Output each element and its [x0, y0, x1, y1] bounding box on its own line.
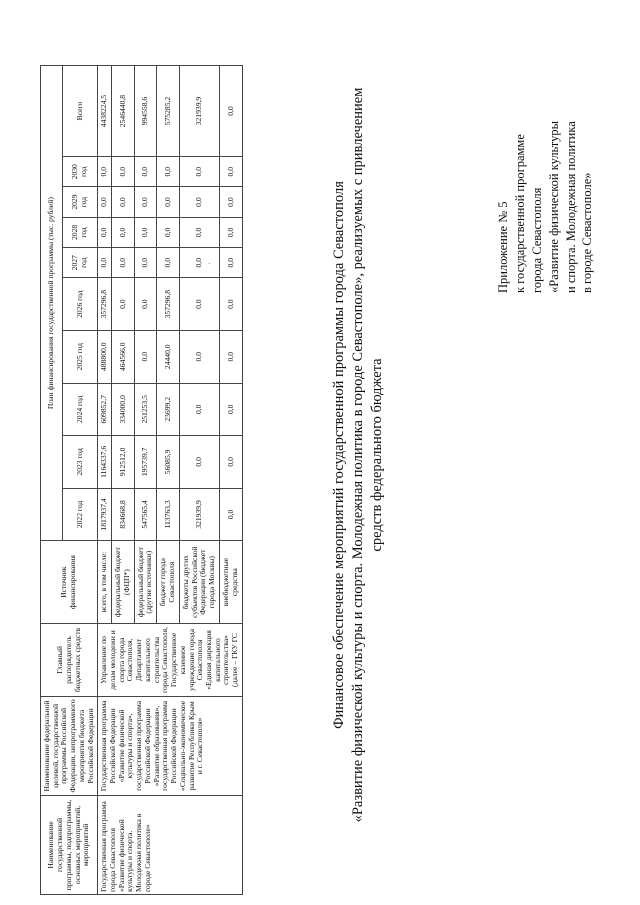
value-cell: 0,0 [134, 217, 157, 247]
source-cell: федеральный бюджет (другие источники) [134, 541, 157, 624]
header-source: Источник финансирования [41, 541, 98, 624]
appendix-line: Приложение № 5 [496, 201, 510, 293]
value-cell: 357296,8 [98, 278, 112, 331]
value-cell: 334000,0 [112, 383, 135, 436]
federal-program-cell: Государственная программа Российской Федерации «Развитие физической культуры и спорта», государственная программа Российской Федерации «Развитие образования», государственная программа Российской Федерации «Социально-экономическое развитие Республики Крым и г. Севастополя» [98, 696, 243, 795]
value-cell: 56085,9 [157, 436, 180, 489]
value-cell: 0,0 [220, 488, 243, 541]
total-cell: 2546440,8 [112, 66, 135, 157]
value-cell: 113763,3 [157, 488, 180, 541]
source-cell: всего, в том числе: [98, 541, 112, 624]
program-name-cell: Государственная программа города Севастополя «Развитие физической культуры и спорта. Молодежная политика в городе Севастополе» [98, 795, 243, 894]
financing-table [40, 65, 243, 895]
value-cell: 23699,2 [157, 383, 180, 436]
value-cell: 912512,0 [112, 436, 135, 489]
value-cell: 0,0 [220, 187, 243, 217]
value-cell: 0,0 [157, 217, 180, 247]
header-federal-program: Наименование федеральной целевой, государственной программы Российской Федерации, непрограммного мероприятия бюджета Российской Федерации [41, 696, 98, 795]
value-cell: 0,0 [220, 157, 243, 187]
total-cell: 575285,2 [157, 66, 180, 157]
manager-cell: Управление по делам молодежи и спорта города Севастополя, Департамент капитального строительства города Севастополя, Государственное казенное учреждение города Севастополя «Единая дирекция капитального строительства» (далее – ГКУ ГС [98, 624, 243, 697]
value-cell: 0,0 [179, 248, 219, 278]
header-year: 2028 год [62, 217, 98, 247]
value-cell: 0,0 [157, 187, 180, 217]
header-total: Всего [62, 66, 98, 157]
value-cell: 0,0 [179, 187, 219, 217]
value-cell: 488800,0 [98, 330, 112, 383]
value-cell: 609852,7 [98, 383, 112, 436]
header-row [41, 66, 63, 895]
appendix-line: к государственной программе [512, 134, 527, 293]
header-year: 2027 год [62, 248, 98, 278]
source-cell: бюджеты других субъектов Российской Федерации (бюджет города Москвы) [179, 541, 219, 624]
value-cell: 0,0 [179, 157, 219, 187]
title-line: средств федерального бюджета [368, 358, 385, 552]
title-line: Финансовое обеспечение мероприятий государственной программы города Севастополя [331, 181, 347, 729]
appendix-line: в городе Севастополе» [580, 172, 595, 293]
title-line: «Развитие физической культуры и спорта. Молодежная политика в городе Севастополе», реализуемых с привлечением [349, 87, 366, 823]
source-cell: внебюджетные средства [220, 541, 243, 624]
appendix-note [495, 0, 596, 293]
total-cell: 994558,6 [134, 66, 157, 157]
value-cell: 0,0 [98, 217, 112, 247]
source-cell: бюджет города Севастополя [157, 541, 180, 624]
total-cell: 4438224,5 [98, 66, 112, 157]
header-year: 2026 год [62, 278, 98, 331]
value-cell: 0,0 [220, 330, 243, 383]
value-cell: 0,0 [98, 157, 112, 187]
value-cell: 834668,8 [112, 488, 135, 541]
value-cell: 0,0 [134, 330, 157, 383]
value-cell: 0,0 [112, 187, 135, 217]
header-year: 2024 год [62, 383, 98, 436]
value-cell: 0,0 [220, 278, 243, 331]
value-cell: 0,0 [179, 383, 219, 436]
header-year: 2030 год [62, 157, 98, 187]
value-cell: 0,0 [112, 157, 135, 187]
header-plan: План финансирования государственной программы (тыс. рублей) [41, 66, 63, 541]
value-cell: 1817937,4 [98, 488, 112, 541]
value-cell: 0,0 [112, 248, 135, 278]
appendix-line: и спорта. Молодежная политика [563, 121, 578, 293]
value-cell: 0,0 [98, 187, 112, 217]
value-cell: 0,0 [157, 248, 180, 278]
header-year: 2023 год [62, 436, 98, 489]
value-cell: 1164337,6 [98, 436, 112, 489]
value-cell: 0,0 [134, 278, 157, 331]
total-cell: 321939,9 [179, 66, 219, 157]
header-year: 2022 год [62, 488, 98, 541]
value-cell: 251253,5 [134, 383, 157, 436]
header-year: 2029 год [62, 187, 98, 217]
appendix-line: города Севастополя [529, 187, 544, 293]
value-cell: 0,0 [179, 330, 219, 383]
value-cell: 0,0 [220, 436, 243, 489]
scan-dot-mark: · [205, 261, 216, 265]
value-cell: 0,0 [134, 187, 157, 217]
value-cell: 0,0 [134, 157, 157, 187]
table-row [98, 66, 112, 895]
document-title [330, 45, 387, 865]
value-cell: 321939,9 [179, 488, 219, 541]
header-program-name: Наименование государственной программы, подпрограммы, основных мероприятий, мероприятий [41, 795, 98, 894]
value-cell: 0,0 [112, 217, 135, 247]
value-cell: 0,0 [157, 157, 180, 187]
value-cell: 195739,7 [134, 436, 157, 489]
value-cell: 0,0 [179, 217, 219, 247]
value-cell: 0,0 [220, 248, 243, 278]
value-cell: 357296,8 [157, 278, 180, 331]
value-cell: 0,0 [220, 217, 243, 247]
value-cell: 0,0 [179, 436, 219, 489]
value-cell: 464566,0 [112, 330, 135, 383]
header-manager: Главный распорядитель бюджетных средств [41, 624, 98, 697]
total-cell: 0,0 [220, 66, 243, 157]
source-cell: федеральный бюджет (ФЦП*) [112, 541, 135, 624]
appendix-line: «Развитие физической культуры [546, 121, 561, 293]
value-cell: 0,0 [179, 278, 219, 331]
value-cell: 0,0 [112, 278, 135, 331]
value-cell: 24440,0 [157, 330, 180, 383]
value-cell: 547565,4 [134, 488, 157, 541]
value-cell: 0,0 [220, 383, 243, 436]
value-cell: 0,0 [134, 248, 157, 278]
value-cell: 0,0 [98, 248, 112, 278]
header-year: 2025 год [62, 330, 98, 383]
